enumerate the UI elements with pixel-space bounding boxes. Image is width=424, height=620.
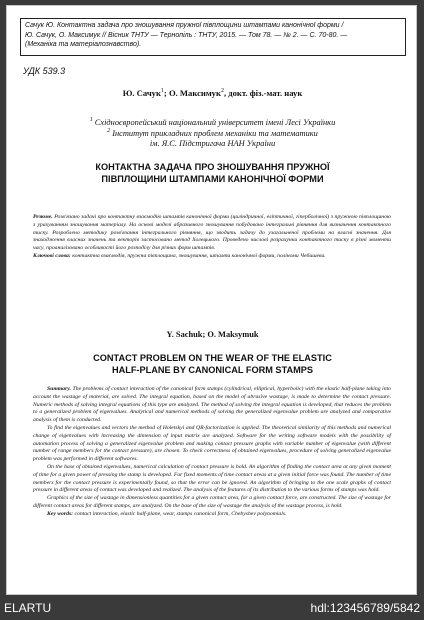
title-english bbox=[7, 352, 417, 376]
authors-english: Y. Sachuk; O. Maksymuk bbox=[166, 330, 259, 339]
abstract-paragraph bbox=[33, 214, 391, 253]
author-name: О. Максимук bbox=[168, 88, 221, 98]
handle-identifier[interactable]: hdl:123456789/5842 bbox=[310, 601, 420, 615]
title-ukrainian bbox=[7, 161, 417, 185]
affiliation-marker: 1 bbox=[160, 88, 164, 95]
repository-name: ELARTU bbox=[4, 601, 52, 615]
title-line: HALF-PLANE BY CANONICAL FORM STAMPS bbox=[111, 365, 314, 375]
summary-paragraph: Graphics of the size of wastage in dimensionless quantities for a given contact area, for a given contact force, are constructed. The size of wastage for different contact areas for different stamps, are analyzed. On the base of the size of wastage the analysis of the wastage process, is hold. bbox=[33, 495, 391, 509]
summary-paragraph: On the base of obtained eigenvalues, numerical calculation of contact pressure is hold. An algorithm of finding the contact area at any given moment of time for a given power of pressing the stamp is developed. For fixed moments of time contact areas at a given initial force was found. The number of time members for the contact pressure is experimentally found, so that the error can be ignored. An algorithm of bringing to the one scale graphs of contact pressure in different areas of contact was developed and realized. The analysis of the features of its distribution to the various forms of stamps was hold. bbox=[33, 463, 391, 494]
title-line: КОНТАКТНА ЗАДАЧА ПРО ЗНОШУВАННЯ ПРУЖНОЇ bbox=[95, 162, 330, 172]
affiliation-text: Східноєвропейський національний університет імені Лесі Українки bbox=[92, 117, 336, 127]
keywords-text: контактна взаємодія, пружна півплощина, зношування, штампи канонічної форми, поліноми Чебишева. bbox=[70, 252, 326, 259]
authors-ukrainian bbox=[7, 88, 417, 98]
affiliation-line bbox=[7, 128, 417, 138]
keywords-label: Key words: bbox=[47, 510, 74, 517]
summary-paragraph: To find the eigenvalues and vectors the method of Holetskyi and QR-factorization is applied. The theoretical similarity of this methods and numerical change of eigenvalues with increasing the dimension of input matrix are analyzed. Software for the writing software models with the possibility of automation process of solving a generalized eigenvalue problem and making contact pressure graphs with variable number of eigenvalue (with different number of range members for the contact pressure), are chosen. To check correctness of obtained eigenvalues, procedure of solving generalized eigenvalue problem was performed in different softwares. bbox=[33, 424, 391, 463]
author-separator: ; bbox=[163, 88, 169, 98]
affiliation-text: ім. Я.С. Підстригача НАН України bbox=[149, 139, 276, 148]
abstract-text: Розв'язано задачі про контактну взаємодію штампів канонічної форми (циліндричної, еліптичної, гіперболічної) з пружною півплощиною з урахуванням зношування матеріалу. На основі моделі абразивного зношування побудовано інтегральні рівняння для визначення контактного тиску. Розроблено методику розв'язання інтегрального рівняння, що зводить задачу до узагальненої проблеми на власні значення. Для знаходження власних значень та векторів застосовано метод Холецького. Проведено числові розрахунки контактного тиску в різні моменти часу, проаналізовано особливості його розподілу для різних форм штампів. bbox=[33, 214, 391, 252]
affiliation-marker: 2 bbox=[220, 88, 224, 95]
udk-code: УДК 539.3 bbox=[23, 66, 66, 76]
keywords-paragraph bbox=[33, 253, 391, 261]
keywords-text: contact interaction, elastic half-plane, wear, stamps canonical form, Chebyshev polynomials. bbox=[73, 510, 287, 517]
citation-line: Ю. Сачук, О. Максимук // Вісник ТНТУ — Тернопіль : ТНТУ, 2015. — Том 78. — № 2. — С. 70-80. — bbox=[25, 31, 348, 39]
keywords-label: Ключові слова: bbox=[33, 252, 71, 259]
affiliation-marker: 2 bbox=[107, 128, 111, 134]
viewer-footer bbox=[0, 596, 424, 620]
author-name: Ю. Сачук bbox=[122, 88, 161, 98]
affiliation-line bbox=[7, 139, 417, 148]
affiliation-marker: 1 bbox=[89, 117, 93, 123]
title-line: ПІВПЛОЩИНИ ШТАМПАМИ КАНОНІЧНОЇ ФОРМИ bbox=[101, 174, 324, 184]
citation-line: (Механіка та матеріалознавство). bbox=[25, 41, 142, 48]
summary-paragraph bbox=[33, 386, 391, 425]
author-degree: , докт. фіз.-мат. наук bbox=[223, 88, 303, 98]
citation-line: Сачук Ю. Контактна задача про зношування пружної півплощини штампами канонічної форми / bbox=[25, 22, 344, 29]
citation-box bbox=[20, 18, 406, 56]
abstract-ukrainian bbox=[33, 214, 391, 261]
summary-text: The problems of contact interaction of the canonical form stamps (cylindrical, elliptical, hyperbolic) with the elastic half-plane taking into account the wastage of material, are solved. The integral equation, based on the model of abrasive wastage, is made to determine the contact pressure. Numeric methods of solving integral equations of this type are analyzed. The method of solving the integral equation is developed, that reduces the problem to a generalized problem of eigenvalues. Analytical and numerical methods of solving the generalized eigenvalue problem are analyzed and comparative analysis of them is conducted. bbox=[33, 386, 391, 424]
abstract-label: Резюме. bbox=[33, 214, 53, 220]
affiliation-line bbox=[7, 117, 417, 127]
summary-label: Summary. bbox=[47, 386, 71, 392]
affiliation-text: Інститут прикладних проблем механіки та математики bbox=[110, 128, 318, 138]
title-line: CONTACT PROBLEM ON THE WEAR OF THE ELASTIC bbox=[93, 353, 332, 363]
summary-english bbox=[33, 386, 391, 519]
document-page bbox=[6, 5, 417, 595]
keywords-paragraph bbox=[33, 511, 391, 519]
